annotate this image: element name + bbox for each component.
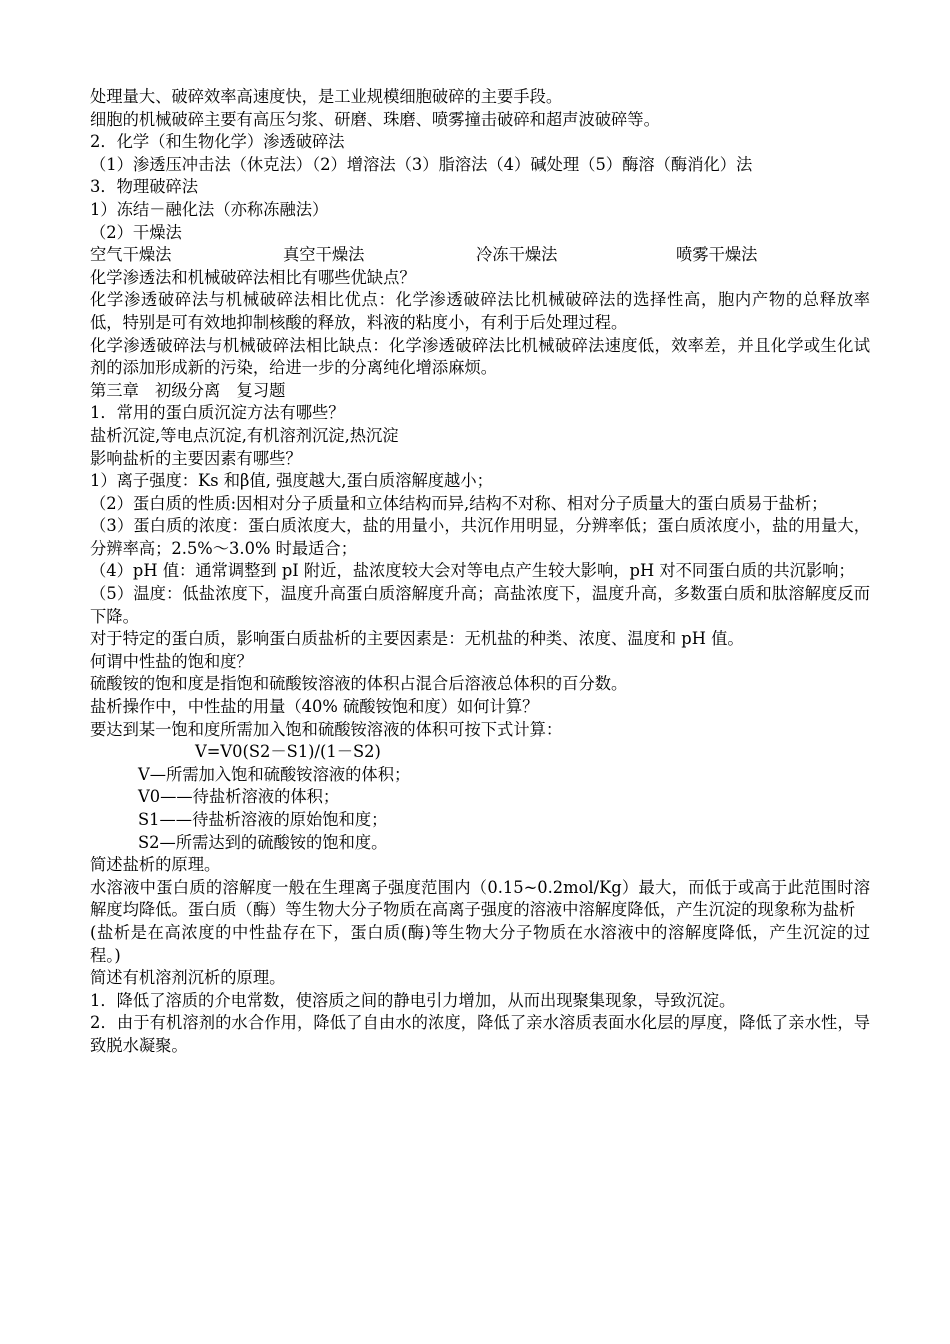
paragraph: （3）蛋白质的浓度：蛋白质浓度大，盐的用量小，共沉作用明显，分辨率低；蛋白质浓度小，盐的用量大，分辨率高；2.5%～3.0% 时最适合； [90, 516, 870, 558]
text-line: 1）离子强度：Ks 和β值, 强度越大,蛋白质溶解度越小； [90, 471, 493, 491]
formula-definition: S2—所需达到的硫酸铵的饱和度。 [138, 832, 388, 852]
drying-method: 空气干燥法 [90, 245, 172, 265]
question: 何谓中性盐的饱和度？ [90, 651, 253, 671]
text-line: （1）渗透压冲击法（休克法）（2）增溶法（3）脂溶法（4）碱处理（5）酶溶（酶消化）法 [90, 154, 753, 174]
formula-definition: S1——待盐析溶液的原始饱和度； [138, 810, 388, 829]
text-line: 盐析沉淀,等电点沉淀,有机溶剂沉淀,热沉淀 [90, 425, 399, 445]
drying-method: 喷雾干燥法 [676, 245, 758, 265]
text-line: 硫酸铵的饱和度是指饱和硫酸铵溶液的体积占混合后溶液总体积的百分数。 [90, 674, 628, 694]
paragraph: （2）蛋白质的性质:因相对分子质量和立体结构而异,结构不对称、相对分子质量大的蛋白质易于盐析； [90, 493, 828, 513]
question: 简述有机溶剂沉析的原理。 [90, 968, 286, 988]
text-line: 细胞的机械破碎主要有高压匀浆、研磨、珠磨、喷雾撞击破碎和超声波破碎等。 [90, 109, 660, 129]
paragraph: 化学渗透破碎法与机械破碎法相比缺点：化学渗透破碎法比机械破碎法速度低，效率差，并且化学或生化试剂的添加形成新的污染，给进一步的分离纯化增添麻烦。 [90, 335, 870, 378]
question: 影响盐析的主要因素有哪些？ [90, 448, 302, 468]
formula: V=V0(S2－S1)/(1－S2) [195, 742, 381, 762]
section-heading: 2．化学（和生物化学）渗透破碎法 [90, 132, 345, 152]
formula-definition: V—所需加入饱和硫酸铵溶液的体积； [138, 764, 411, 784]
text-line: 要达到某一饱和度所需加入饱和硫酸铵溶液的体积可按下式计算： [90, 719, 563, 739]
paragraph: （4）pH 值：通常调整到 pI 附近，盐浓度较大会对等电点产生较大影响，pH 对不同蛋白质的共沉影响； [90, 561, 855, 581]
chapter-heading: 第三章 初级分离 复习题 [90, 380, 286, 400]
formula-definition: V0——待盐析溶液的体积； [138, 787, 340, 807]
drying-methods-row [90, 244, 870, 267]
paragraph: 水溶液中蛋白质的溶解度一般在生理离子强度范围内（0.15~0.2mol/Kg）最大，而低于或高于此范围时溶解度均降低。蛋白质（酶）等生物大分子物质在高离子强度的溶液中溶解度降低，产生沉淀的现象称为盐析 [90, 877, 870, 920]
text-line: 处理量大、破碎效率高速度快，是工业规模细胞破碎的主要手段。 [90, 87, 563, 106]
text-line: （2）干燥法 [90, 222, 182, 242]
paragraph: 化学渗透破碎法与机械破碎法相比优点：化学渗透破碎法比机械破碎法的选择性高，胞内产物的总释放率低，特别是可有效地抑制核酸的释放，料液的粘度小，有利于后处理过程。 [90, 290, 870, 332]
question: 简述盐析的原理。 [90, 855, 221, 875]
paragraph: （5）温度：低盐浓度下，温度升高蛋白质溶解度升高；高盐浓度下，温度升高，多数蛋白质和肽溶解度反而下降。 [90, 584, 870, 626]
document-page [90, 86, 870, 1058]
paragraph: (盐析是在高浓度的中性盐存在下，蛋白质(酶)等生物大分子物质在水溶液中的溶解度降低，产生沉淀的过程。) [90, 922, 870, 965]
section-heading: 3．物理破碎法 [90, 177, 199, 197]
question: 盐析操作中，中性盐的用量（40% 硫酸铵饱和度）如何计算？ [90, 697, 539, 717]
paragraph: 2．由于有机溶剂的水合作用，降低了自由水的浓度，降低了亲水溶质表面水化层的厚度，降低了亲水性，导致脱水凝聚。 [90, 1013, 870, 1055]
text-line: 1）冻结－融化法（亦称冻融法） [90, 199, 329, 219]
text-line: 对于特定的蛋白质，影响蛋白质盐析的主要因素是：无机盐的种类、浓度、温度和 pH 值。 [90, 629, 744, 649]
paragraph: 1．降低了溶质的介电常数，使溶质之间的静电引力增加，从而出现聚集现象，导致沉淀。 [90, 990, 736, 1010]
drying-method: 真空干燥法 [283, 245, 365, 265]
drying-method: 冷冻干燥法 [476, 245, 558, 265]
question: 1．常用的蛋白质沉淀方法有哪些？ [90, 403, 345, 423]
question: 化学渗透法和机械破碎法相比有哪些优缺点？ [90, 267, 416, 287]
